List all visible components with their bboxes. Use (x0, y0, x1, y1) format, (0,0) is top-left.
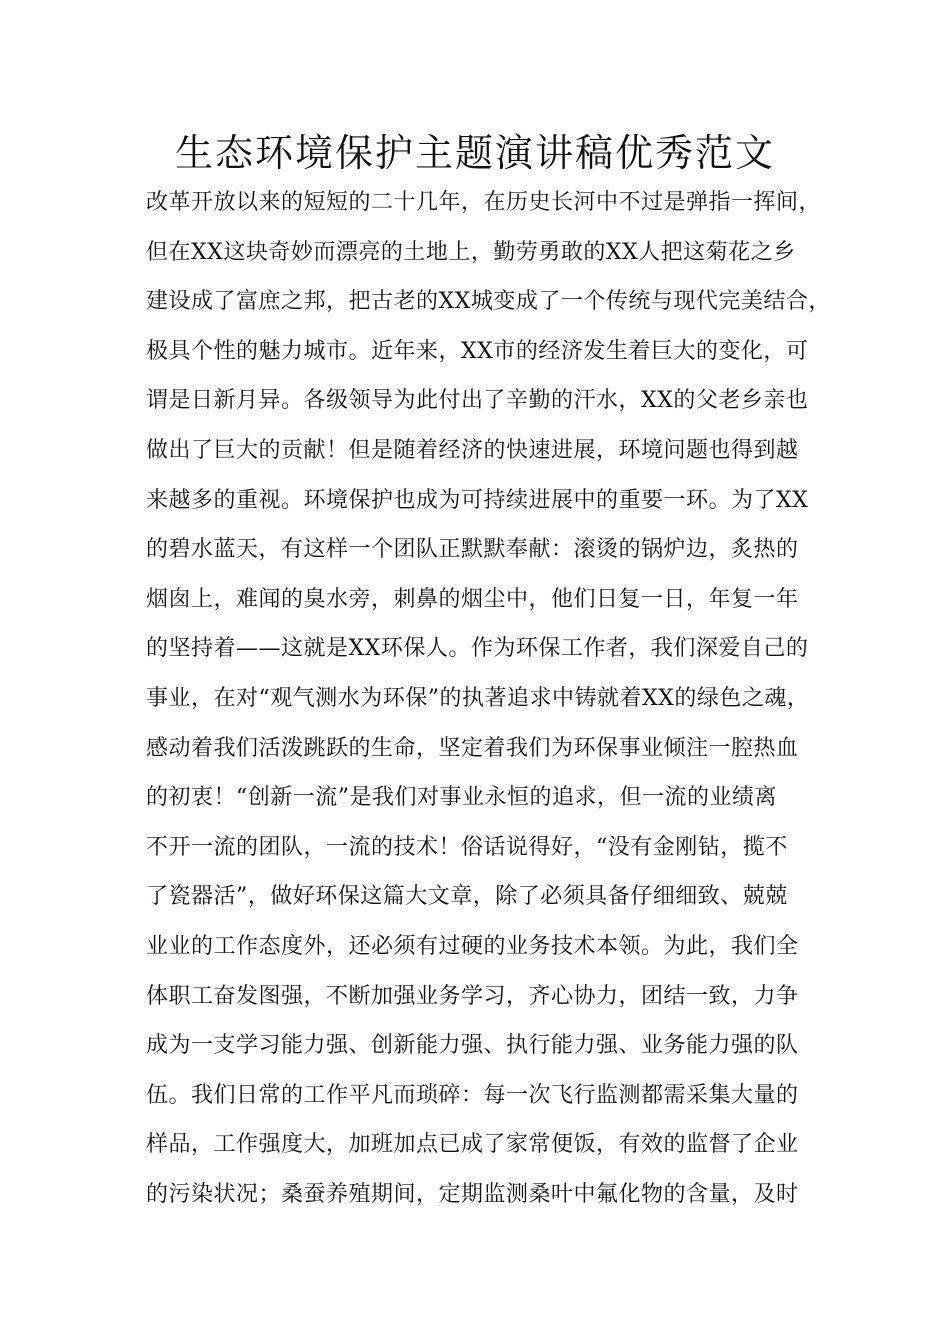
body-line: 的坚持着——这就是XX环保人。作为环保工作者，我们深爱自己的 (146, 636, 809, 662)
body-line: 但在XX这块奇妙而漂亮的土地上，勤劳勇敢的XX人把这菊花之乡 (146, 239, 796, 265)
body-line: 业业的工作态度外，还必须有过硬的业务技术本领。为此，我们全 (146, 933, 799, 959)
body-line: 来越多的重视。环境保护也成为可持续进展中的重要一环。为了XX (146, 487, 809, 513)
body-line: 极具个性的魅力城市。近年来，XX市的经济发生着巨大的变化，可 (146, 338, 809, 364)
body-line: 事业，在对“观气测水为环保”的执著追求中铸就着XX的绿色之魂， (146, 685, 810, 711)
body-line: 改革开放以来的短短的二十几年，在历史长河中不过是弹指一挥间， (146, 190, 822, 215)
body-line: 样品，工作强度大，加班加点已成了家常便饭，有效的监督了企业 (146, 1132, 799, 1158)
body-line: 做出了巨大的贡献！但是随着经济的快速进展，环境问题也得到越 (146, 437, 799, 463)
body-line: 的污染状况；桑蚕养殖期间，定期监测桑叶中氟化物的含量，及时 (146, 1181, 799, 1207)
body-line: 不开一流的团队，一流的技术！俗话说得好，“没有金刚钻，揽不 (146, 834, 788, 860)
body-line: 的碧水蓝天，有这样一个团队正默默奉献：滚烫的锅炉边，炙热的 (146, 537, 799, 563)
document-body (146, 178, 846, 1219)
body-line: 伍。我们日常的工作平凡而琐碎：每一次飞行监测都需采集大量的 (146, 1082, 799, 1108)
body-line: 烟囱上，难闻的臭水旁，刺鼻的烟尘中，他们日复一日，年复一年 (146, 586, 799, 612)
body-line: 感动着我们活泼跳跃的生命，坚定着我们为环保事业倾注一腔热血 (146, 735, 799, 761)
body-line: 成为一支学习能力强、创新能力强、执行能力强、业务能力强的队 (146, 1033, 799, 1059)
body-line: 谓是日新月异。各级领导为此付出了辛勤的汗水，XX的父老乡亲也 (146, 388, 809, 414)
body-line: 建设成了富庶之邦，把古老的XX城变成了一个传统与现代完美结合， (146, 289, 831, 315)
body-line: 体职工奋发图强，不断加强业务学习，齐心协力，团结一致，力争 (146, 983, 799, 1009)
body-line: 的初衷！“创新一流”是我们对事业永恒的追求，但一流的业绩离 (146, 785, 777, 811)
body-line: 了瓷器活”，做好环保这篇大文章，除了必须具备仔细细致、兢兢 (146, 884, 788, 910)
document-title: 生态环境保护主题演讲稿优秀范文 (174, 131, 775, 175)
